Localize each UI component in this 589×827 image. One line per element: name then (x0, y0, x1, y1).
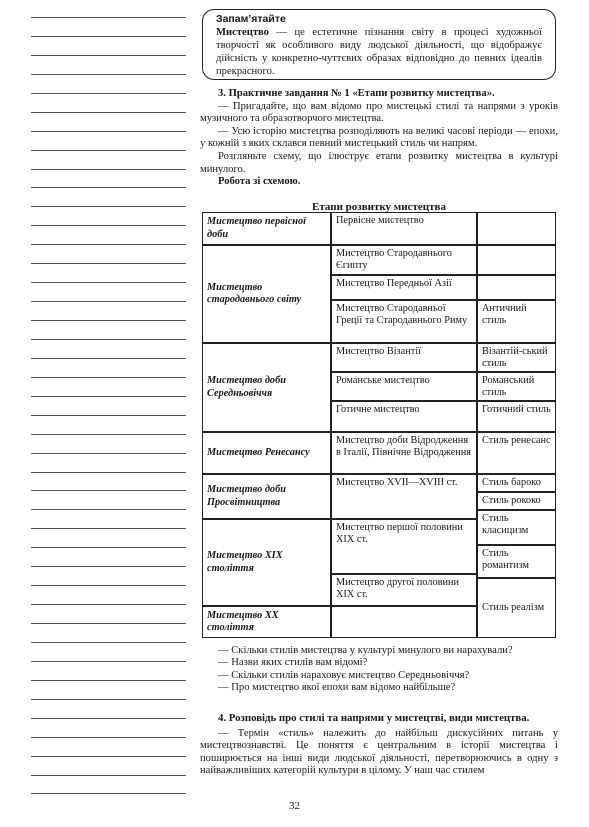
note-line (31, 187, 186, 188)
era-cell: Мистецтво стародавнього світу (202, 245, 331, 343)
note-line (31, 775, 186, 776)
style-cell: Візантій-ський стиль (477, 343, 556, 372)
remember-definition: — це естетичне пізнання світу в процесі художньої творчості як особливого виду людської діяльності, що відображує дійсність у конкретно-чуттєвих образах відповідно до певних ідеалів прекрасного. (216, 27, 542, 77)
era-cell: Мистецтво доби Просвітництва (202, 474, 331, 519)
style-cell-empty (477, 212, 556, 245)
note-line (31, 472, 186, 473)
note-line (31, 680, 186, 681)
style-cell: Античний стиль (477, 300, 556, 343)
note-line (31, 301, 186, 302)
remember-heading: Запам’ятайте (216, 13, 286, 25)
art-cell: Мистецтво Стародавньої Греції та Стародавнього Риму (331, 300, 477, 343)
task3-paragraph: Розгляньте схему, що ілюструє етапи розвитку мистецтва в культурі минулого. (200, 150, 558, 175)
era-cell: Мистецтво XX століття (202, 606, 331, 638)
note-line (31, 225, 186, 226)
style-cell: Стиль класицизм (477, 510, 556, 545)
note-line (31, 74, 186, 75)
note-line (31, 169, 186, 170)
note-line (31, 377, 186, 378)
note-line (31, 339, 186, 340)
question-item: — Назви яких стилів вам відомі? (218, 657, 368, 669)
era-cell: Мистецтво первісної доби (202, 212, 331, 245)
task4-paragraph: — Термін «стиль» належить до найбільш дискусійних питань у мистецтвознавстві. Це поняття є центральним в історії мистецтва і поширюється на інші види людської діяльності, перетворюючись в одну з найважливіших категорій культури в цілому. У наш час стилем (200, 728, 558, 776)
task4-heading: 4. Розповідь про стилі та напрями у мистецтві, види мистецтва. (218, 712, 530, 724)
style-cell: Готичний стиль (477, 401, 556, 432)
remember-term: Мистецтво (216, 27, 269, 38)
note-line (31, 263, 186, 264)
note-line (31, 623, 186, 624)
art-cell: Романське мистецтво (331, 372, 477, 401)
era-cell: Мистецтво доби Середньовіччя (202, 343, 331, 432)
style-cell: Стиль реалізм (477, 578, 556, 638)
note-line (31, 282, 186, 283)
remember-box (202, 9, 556, 80)
art-cell: Готичне мистецтво (331, 401, 477, 432)
note-line (31, 737, 186, 738)
task3-section (200, 88, 558, 189)
era-cell: Мистецтво Ренесансу (202, 432, 331, 474)
note-line (31, 358, 186, 359)
note-line (31, 93, 186, 94)
scheme-table (202, 212, 556, 638)
art-cell: Мистецтво Передньої Азії (331, 275, 477, 300)
style-cell-empty (477, 245, 556, 275)
art-cell: Мистецтво Візантії (331, 343, 477, 372)
task3-scheme-label: Робота зі схемою. (218, 176, 301, 188)
remember-text (216, 26, 542, 78)
note-line (31, 112, 186, 113)
style-cell: Стиль ренесанс (477, 432, 556, 474)
note-line (31, 604, 186, 605)
note-line (31, 528, 186, 529)
note-line (31, 17, 186, 18)
note-line (31, 55, 186, 56)
note-line (31, 490, 186, 491)
art-cell: Мистецтво другої половини XIX ст. (331, 574, 477, 606)
note-line (31, 434, 186, 435)
note-line (31, 547, 186, 548)
questions-list (200, 645, 558, 694)
note-line (31, 718, 186, 719)
page-number: 32 (289, 800, 300, 812)
task3-paragraph: — Усю історію мистецтва розподіляють на великі часові періоди — епохи, у кожній з яких склався певний мистецький стиль чи напрям. (200, 125, 558, 150)
note-line (31, 150, 186, 151)
style-cell: Стиль романтизм (477, 545, 556, 578)
note-line (31, 585, 186, 586)
note-line (31, 396, 186, 397)
art-cell: Мистецтво XVII—XVIII ст. (331, 474, 477, 519)
style-cell: Стиль рококо (477, 492, 556, 510)
note-lines (31, 17, 186, 812)
style-cell: Романський стиль (477, 372, 556, 401)
note-line (31, 131, 186, 132)
task3-paragraph: — Пригадайте, що вам відомо про мистецькі стилі та напрями з уроків музичного та образотворчого мистецтва. (200, 100, 558, 125)
note-line (31, 320, 186, 321)
note-line (31, 244, 186, 245)
note-line (31, 661, 186, 662)
note-line (31, 642, 186, 643)
note-line (31, 793, 186, 794)
art-cell: Мистецтво доби Відродження в Італії, Північне Відродження (331, 432, 477, 474)
task3-heading: 3. Практичне завдання № 1 «Етапи розвитку мистецтва». (218, 88, 495, 99)
note-line (31, 756, 186, 757)
style-cell-empty (477, 275, 556, 300)
note-line (31, 453, 186, 454)
note-line (31, 415, 186, 416)
art-cell: Мистецтво Стародавнього Єгипту (331, 245, 477, 275)
style-cell: Стиль бароко (477, 474, 556, 492)
note-line (31, 36, 186, 37)
note-line (31, 566, 186, 567)
art-cell: Мистецтво першої половини XIX ст. (331, 519, 477, 574)
art-cell-empty (331, 606, 477, 638)
scheme-title: Етапи розвитку мистецтва (312, 201, 446, 213)
task4-section (200, 728, 558, 777)
note-line (31, 509, 186, 510)
note-line (31, 699, 186, 700)
question-item: — Скільки стилів мистецтва у культурі минулого ви нарахували? (218, 645, 513, 656)
era-cell: Мистецтво XIX століття (202, 519, 331, 606)
art-cell: Первісне мистецтво (331, 212, 477, 245)
question-item: — Скільки стилів нараховує мистецтво Середньовіччя? (218, 669, 470, 681)
note-line (31, 206, 186, 207)
question-item: — Про мистецтво якої епохи вам відомо найбільше? (218, 681, 456, 693)
